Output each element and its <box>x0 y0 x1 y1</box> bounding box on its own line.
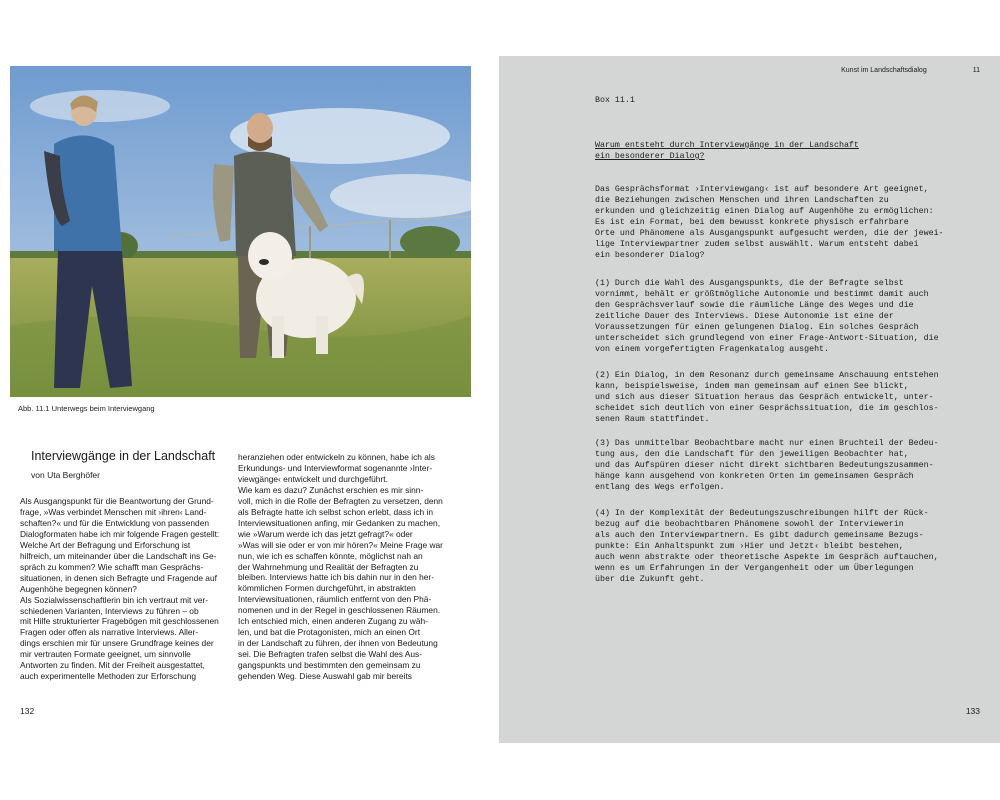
box-point-3: (3) Das unmittelbar Beobachtbare macht nur einen Bruchteil der Bedeu- tung aus, den die Landschaft für den jeweiligen Beobachter hat, und das Aufspüren dieser nicht direkt sichtbaren Bedeutungszusammen- hänge kann ausgehend von konkreten Orten im gemeinsamen Gespräch entlang des Wegs erfolgen. <box>595 439 939 493</box>
text-column-2 <box>238 452 448 682</box>
left-page <box>0 56 500 743</box>
page-number-right: 133 <box>965 706 980 716</box>
running-head-number: 11 <box>972 67 980 74</box>
figure-caption: Abb. 11.1 Unterwegs beim Interviewgang <box>18 404 155 413</box>
box-point-4: (4) In der Komplexität der Bedeutungszuschreibungen hilft der Rück- bezug auf die beobachtbaren Phänomene sowohl der Interviewerin als auch den Interviewpartnern. Es gibt dadurch gemeinsame Bezugs- punkte: Ein Anhaltspunkt zum ›Hier und Jetzt‹ bleibt bestehen, auch wenn abstrakte oder theoretische Aspekte im Gespräch auftauchen, wenn es um Erfahrungen in der Vergangenheit oder um Überlegungen über die Zukunft geht. <box>595 509 939 585</box>
running-head-title: Kunst im Landschaftsdialog <box>841 67 927 74</box>
landscape-photo <box>10 66 471 397</box>
right-page <box>500 56 1000 743</box>
text-column-1 <box>20 496 230 682</box>
article-headline: Interviewgänge in der Landschaft <box>31 449 216 463</box>
book-spread <box>0 56 1000 743</box>
photo-interview-walk <box>10 66 471 397</box>
box-question: Warum entsteht durch Interviewgänge in der Landschaft ein besonderer Dialog? <box>595 141 859 162</box>
box-label: Box 11.1 <box>595 96 635 105</box>
column-2-text: heranziehen oder entwickeln zu können, habe ich als Erkundungs- und Interviewformat sogenannte ›Inter- viewgänge‹ entwickelt und durchgeführt. Wie kam es dazu? Zunächst erschien es mir sinn- voll, mich in die Rolle der Befragten zu versetzen, denn als Befragte hatte ich selbst schon erlebt, dass ich in Interviewsituationen anfing, mir Gedanken zu machen, wie »Warum werde ich das jetzt gefragt?« oder »Was will sie oder er von mir hören?« Meine Frage war nun, wie ich es schaffen könnte, möglichst nah an der Wahrnehmung und Realität der Befragten zu bleiben. Interviews hatte ich bis dahin nur in den her- kömmlichen Formen durchgeführt, in abstrakten Interviewsituationen, räumlich entfernt von den Phä- nomenen und in der Regel in geschlossenen Räumen. Ich entschied mich, einen anderen Zugang zu wäh- len, und bat die Protagonisten, mich an einen Ort in der Landschaft zu führen, der ihnen von Bedeutung sei. Die Befragten trafen selbst die Wahl des Aus- gangspunkts und bestimmten den gemeinsam zu gehenden Weg. Diese Auswahl gab mir bereits <box>238 452 443 682</box>
box-intro: Das Gesprächsformat ›Interviewgang‹ ist auf besondere Art geeignet, die Beziehungen zwischen Menschen und ihren Landschaften zu erkunden und gleichzeitig einen Dialog auf Augenhöhe zu ermöglichen: Es ist ein Format, bei dem bewusst konkrete physisch erfahrbare Orte und Phänomene als Ausgangspunkt aufgesucht werden, die der jewei- lige Interviewpartner zudem selbst auswählt. Warum entsteht dabei ein besonderer Dialog? <box>595 185 944 261</box>
article-byline: von Uta Berghöfer <box>31 470 100 480</box>
page-number-left: 132 <box>20 706 35 716</box>
box-point-1: (1) Durch die Wahl des Ausgangspunkts, die der Befragte selbst vornimmt, behält er größtmögliche Autonomie und bestimmt damit auch den Gesprächsverlauf sowie die räumliche Länge des Weges und die zeitliche Dauer des Interviews. Diese Autonomie ist eine der Voraussetzungen für einen gelungenen Dialog. Ein solches Gespräch unterscheidet sich grundlegend von einer Frage-Antwort-Situation, die von einem vorgefertigten Fragenkatalog ausgeht. <box>595 279 939 355</box>
column-1-text: Als Ausgangspunkt für die Beantwortung der Grund- frage, »Was verbindet Menschen mit ›ihren‹ Land- schaften?« und für die Entwicklung von passenden Dialogformaten habe ich mir folgende Fragen gestellt: Welche Art der Befragung und Erforschung ist hilfreich, um miteinander über die Landschaft ins Ge- spräch zu kommen? Wie schafft man Gesprächs- situationen, in denen sich Befragte und Fragende auf Augenhöhe begegnen können? Als Sozialwissenschaftlerin bin ich vertraut mit ver- schiedenen Varianten, Interviews zu führen – ob mit Hilfe strukturierter Fragebögen mit geschlossenen Fragen oder offen als narrative Interviews. Aller- dings erschien mir für unsere Grundfrage keines der mir vertrauten Formate geeignet, um sinnvolle Antworten zu finden. Mit der Freiheit ausgestattet, auch experimentelle Methoden zur Erforschung <box>20 496 220 682</box>
box-point-2: (2) Ein Dialog, in dem Resonanz durch gemeinsame Anschauung entstehen kann, beispielsweise, indem man gemeinsam auf einen See blickt, und sich aus dieser Situation heraus das Gespräch entwickelt, unter- scheidet sich deutlich von einer Gesprächssituation, die im geschlos- senen Raum stattfindet. <box>595 371 939 425</box>
running-head <box>841 67 980 74</box>
